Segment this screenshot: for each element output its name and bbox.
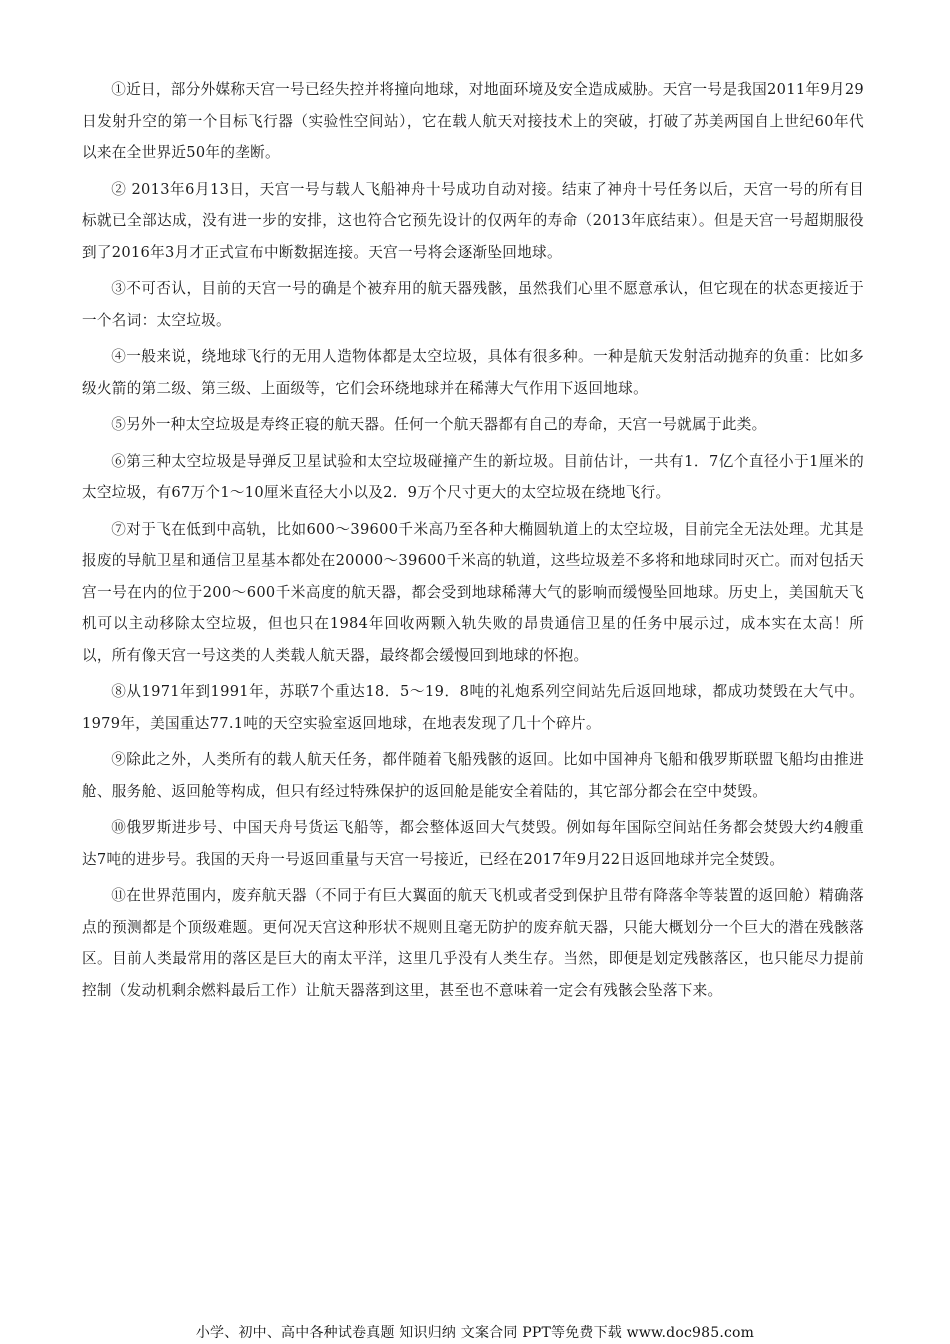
paragraph-11: ⑪在世界范围内，废弃航天器（不同于有巨大翼面的航天飞机或者受到保护且带有降落伞等装置的返回舱）精确落点的预测都是个顶级难题。更何况天宫这种形状不规则且毫无防护的废弃航天器，只能大概划分一个巨大的潜在残骸落区。目前人类最常用的落区是巨大的南太平洋，这里几乎没有人类生存。当然，即便是划定残骸落区，也只能尽力提前控制（发动机剩余燃料最后工作）让航天器落到这里，甚至也不意味着一定会有残骸会坠落下来。: [82, 887, 864, 999]
paragraph-3: ③不可否认，目前的天宫一号的确是个被弃用的航天器残骸，虽然我们心里不愿意承认，但它现在的状态更接近于一个名词：太空垃圾。: [82, 280, 864, 329]
document-body: [82, 74, 864, 1011]
paragraph-9: ⑨除此之外，人类所有的载人航天任务，都伴随着飞船残骸的返回。比如中国神舟飞船和俄罗斯联盟飞船均由推进舱、服务舱、返回舱等构成，但只有经过特殊保护的返回舱是能安全着陆的，其它部分都会在空中焚毁。: [82, 751, 864, 800]
paragraph-2: ② 2013年6月13日，天宫一号与载人飞船神舟十号成功自动对接。结束了神舟十号任务以后，天宫一号的所有目标就已全部达成，没有进一步的安排，这也符合它预先设计的仅两年的寿命（2013年底结束）。但是天宫一号超期服役到了2016年3月才正式宣布中断数据连接。天宫一号将会逐渐坠回地球。: [82, 180, 864, 261]
page-footer: 小学、初中、高中各种试卷真题 知识归纳 文案合同 PPT等免费下载 www.doc985.com: [195, 1325, 755, 1341]
paragraph-4: ④一般来说，绕地球飞行的无用人造物体都是太空垃圾，具体有很多种。一种是航天发射活动抛弃的负重：比如多级火箭的第二级、第三级、上面级等，它们会环绕地球并在稀薄大气作用下返回地球。: [82, 348, 864, 397]
paragraph-8: ⑧从1971年到1991年，苏联7个重达18．5～19．8吨的礼炮系列空间站先后返回地球，都成功焚毁在大气中。1979年，美国重达77.1吨的天空实验室返回地球，在地表发现了几十个碎片。: [82, 683, 864, 732]
paragraph-10: ⑩俄罗斯进步号、中国天舟号货运飞船等，都会整体返回大气焚毁。例如每年国际空间站任务都会焚毁大约4艘重达7吨的进步号。我国的天舟一号返回重量与天宫一号接近，已经在2017年9月22日返回地球并完全焚毁。: [82, 819, 864, 868]
paragraph-5: ⑤另外一种太空垃圾是寿终正寝的航天器。任何一个航天器都有自己的寿命，天宫一号就属于此类。: [111, 416, 767, 433]
paragraph-6: ⑥第三种太空垃圾是导弹反卫星试验和太空垃圾碰撞产生的新垃圾。目前估计，一共有1．7亿个直径小于1厘米的太空垃圾，有67万个1～10厘米直径大小以及2．9万个尺寸更大的太空垃圾在绕地飞行。: [82, 452, 864, 501]
paragraph-7: ⑦对于飞在低到中高轨，比如600～39600千米高乃至各种大椭圆轨道上的太空垃圾，目前完全无法处理。尤其是报废的导航卫星和通信卫星基本都处在20000～39600千米高的轨道，这些垃圾差不多将和地球同时灭亡。而对包括天宫一号在内的位于200～600千米高度的航天器，都会受到地球稀薄大气的影响而缓慢坠回地球。历史上，美国航天飞机可以主动移除太空垃圾，但也只在1984年回收两颗入轨失败的昂贵通信卫星的任务中展示过，成本实在太高！所以，所有像天宫一号这类的人类载人航天器，最终都会缓慢回到地球的怀抱。: [82, 520, 864, 664]
paragraph-1: ①近日，部分外媒称天宫一号已经失控并将撞向地球，对地面环境及安全造成威胁。天宫一号是我国2011年9月29日发射升空的第一个目标飞行器（实验性空间站），它在载人航天对接技术上的突破，打破了苏美两国自上世纪60年代以来在全世界近50年的垄断。: [82, 81, 864, 161]
